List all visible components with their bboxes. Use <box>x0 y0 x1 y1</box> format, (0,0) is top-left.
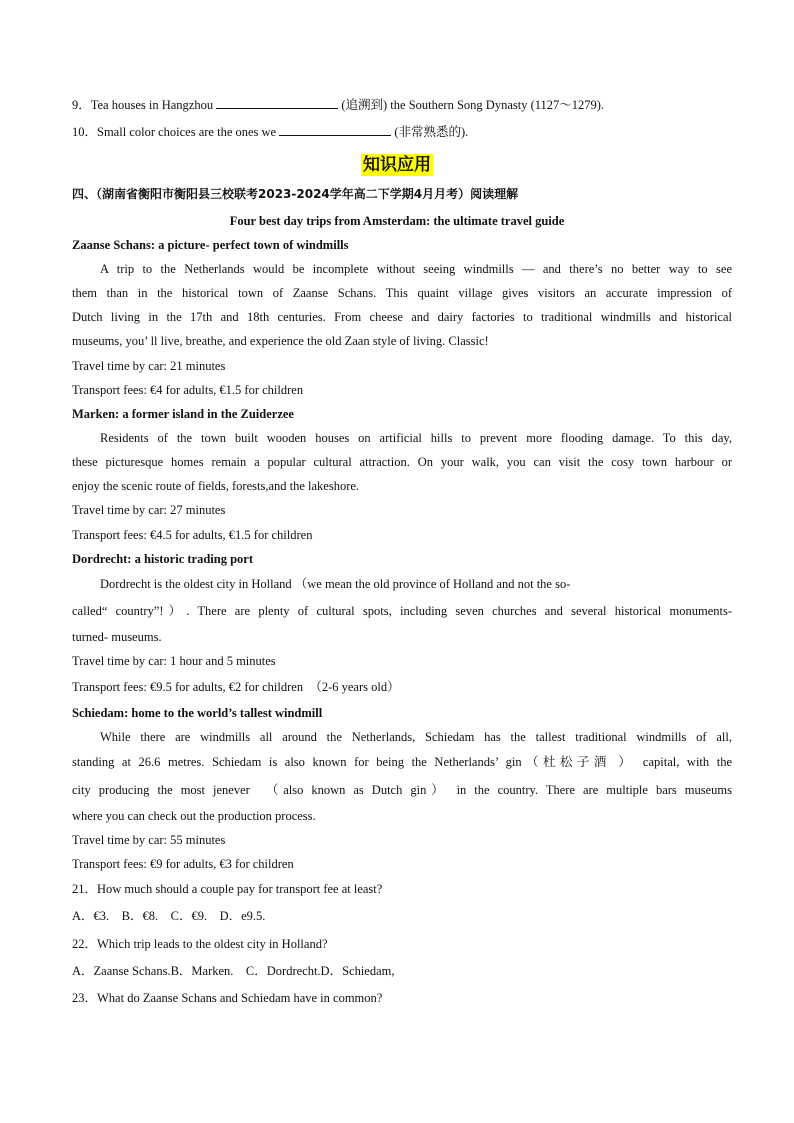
paragraph-line: enjoy the scenic route of fields, forests,and the lakeshore. <box>72 479 360 493</box>
paragraph-line: these picturesque homes remain a popular cultural attraction. On your walk, you can visit the cosy town harbour or <box>72 455 732 469</box>
transport-fees: Transport fees: €9.5 for adults, €2 for children （2-6 years old） <box>72 680 400 694</box>
paragraph-line: standing at 26.6 metres. Schiedam is also known for being the Netherlands’ gin（杜松子酒 ） capital, with the <box>72 755 732 769</box>
question-10-hint: (非常熟悉的). <box>391 125 469 139</box>
question-21-options: A．€3. B．€8. C．€9. D．e9.5. <box>72 909 266 923</box>
travel-time: Travel time by car: 27 minutes <box>72 503 226 517</box>
trip-heading: Marken: a former island in the Zuiderzee <box>72 407 294 421</box>
question-21: 21．How much should a couple pay for transport fee at least? <box>72 882 383 896</box>
trip-heading: Dordrecht: a historic trading port <box>72 552 253 566</box>
travel-time: Travel time by car: 55 minutes <box>72 833 226 847</box>
task-header: 四、（湖南省衡阳市衡阳县三校联考2023-2024学年高二下学期4月月考）阅读理解 <box>72 187 519 201</box>
question-23: 23．What do Zaanse Schans and Schiedam have in common? <box>72 991 383 1005</box>
transport-fees: Transport fees: €4 for adults, €1.5 for children <box>72 383 304 397</box>
section-title-text: 知识应用 <box>363 155 431 175</box>
paragraph-line: Residents of the town built wooden houses on artificial hills to prevent more flooding damage. To this day, <box>100 431 732 445</box>
paragraph-line: Dutch living in the 17th and 18th centuries. From cheese and dairy factories to traditional windmills and historical <box>72 310 732 324</box>
question-9-hint: (追溯到) the Southern Song Dynasty (1127～1279). <box>338 98 605 112</box>
question-22: 22．Which trip leads to the oldest city in Holland? <box>72 937 328 951</box>
answer-blank[interactable] <box>279 123 391 136</box>
question-10-text: 10．Small color choices are the ones we <box>72 125 280 139</box>
travel-time: Travel time by car: 21 minutes <box>72 359 226 373</box>
paragraph-line: them than in the historical town of Zaanse Schans. This quaint village gives visitors an accurate impression of <box>72 286 732 300</box>
travel-time: Travel time by car: 1 hour and 5 minutes <box>72 654 276 668</box>
trip-heading: Zaanse Schans: a picture- perfect town of windmills <box>72 238 349 252</box>
paragraph-line: city producing the most jenever （also known as Dutch gin） in the country. There are multiple bars museums <box>72 783 732 797</box>
question-9 <box>72 96 732 113</box>
answer-blank[interactable] <box>216 96 338 109</box>
transport-fees: Transport fees: €4.5 for adults, €1.5 for children <box>72 528 313 542</box>
paragraph-line: where you can check out the production process. <box>72 809 316 823</box>
paragraph-line: While there are windmills all around the Netherlands, Schiedam has the tallest traditional windmills of all, <box>100 730 732 744</box>
article-title: Four best day trips from Amsterdam: the ultimate travel guide <box>229 214 565 228</box>
question-9-text: 9．Tea houses in Hangzhou <box>72 98 217 112</box>
section-title <box>0 150 794 175</box>
paragraph-line: A trip to the Netherlands would be incomplete without seeing windmills — and there’s no better way to see <box>100 262 732 276</box>
paragraph-line: Dordrecht is the oldest city in Holland （we mean the old province of Holland and not the so- <box>100 577 571 591</box>
question-10 <box>72 123 732 140</box>
trip-heading: Schiedam: home to the world’s tallest windmill <box>72 706 323 720</box>
paragraph-line: museums, you’ ll live, breathe, and experience the old Zaan style of living. Classic! <box>72 334 489 348</box>
question-22-options: A．Zaanse Schans.B．Marken. C．Dordrecht.D．Schiedam, <box>72 964 395 978</box>
transport-fees: Transport fees: €9 for adults, €3 for children <box>72 857 294 871</box>
paragraph-line: turned- museums. <box>72 630 162 644</box>
paragraph-line: called“ country”!）. There are plenty of cultural spots, including seven churches and several historical monuments- <box>72 604 732 618</box>
